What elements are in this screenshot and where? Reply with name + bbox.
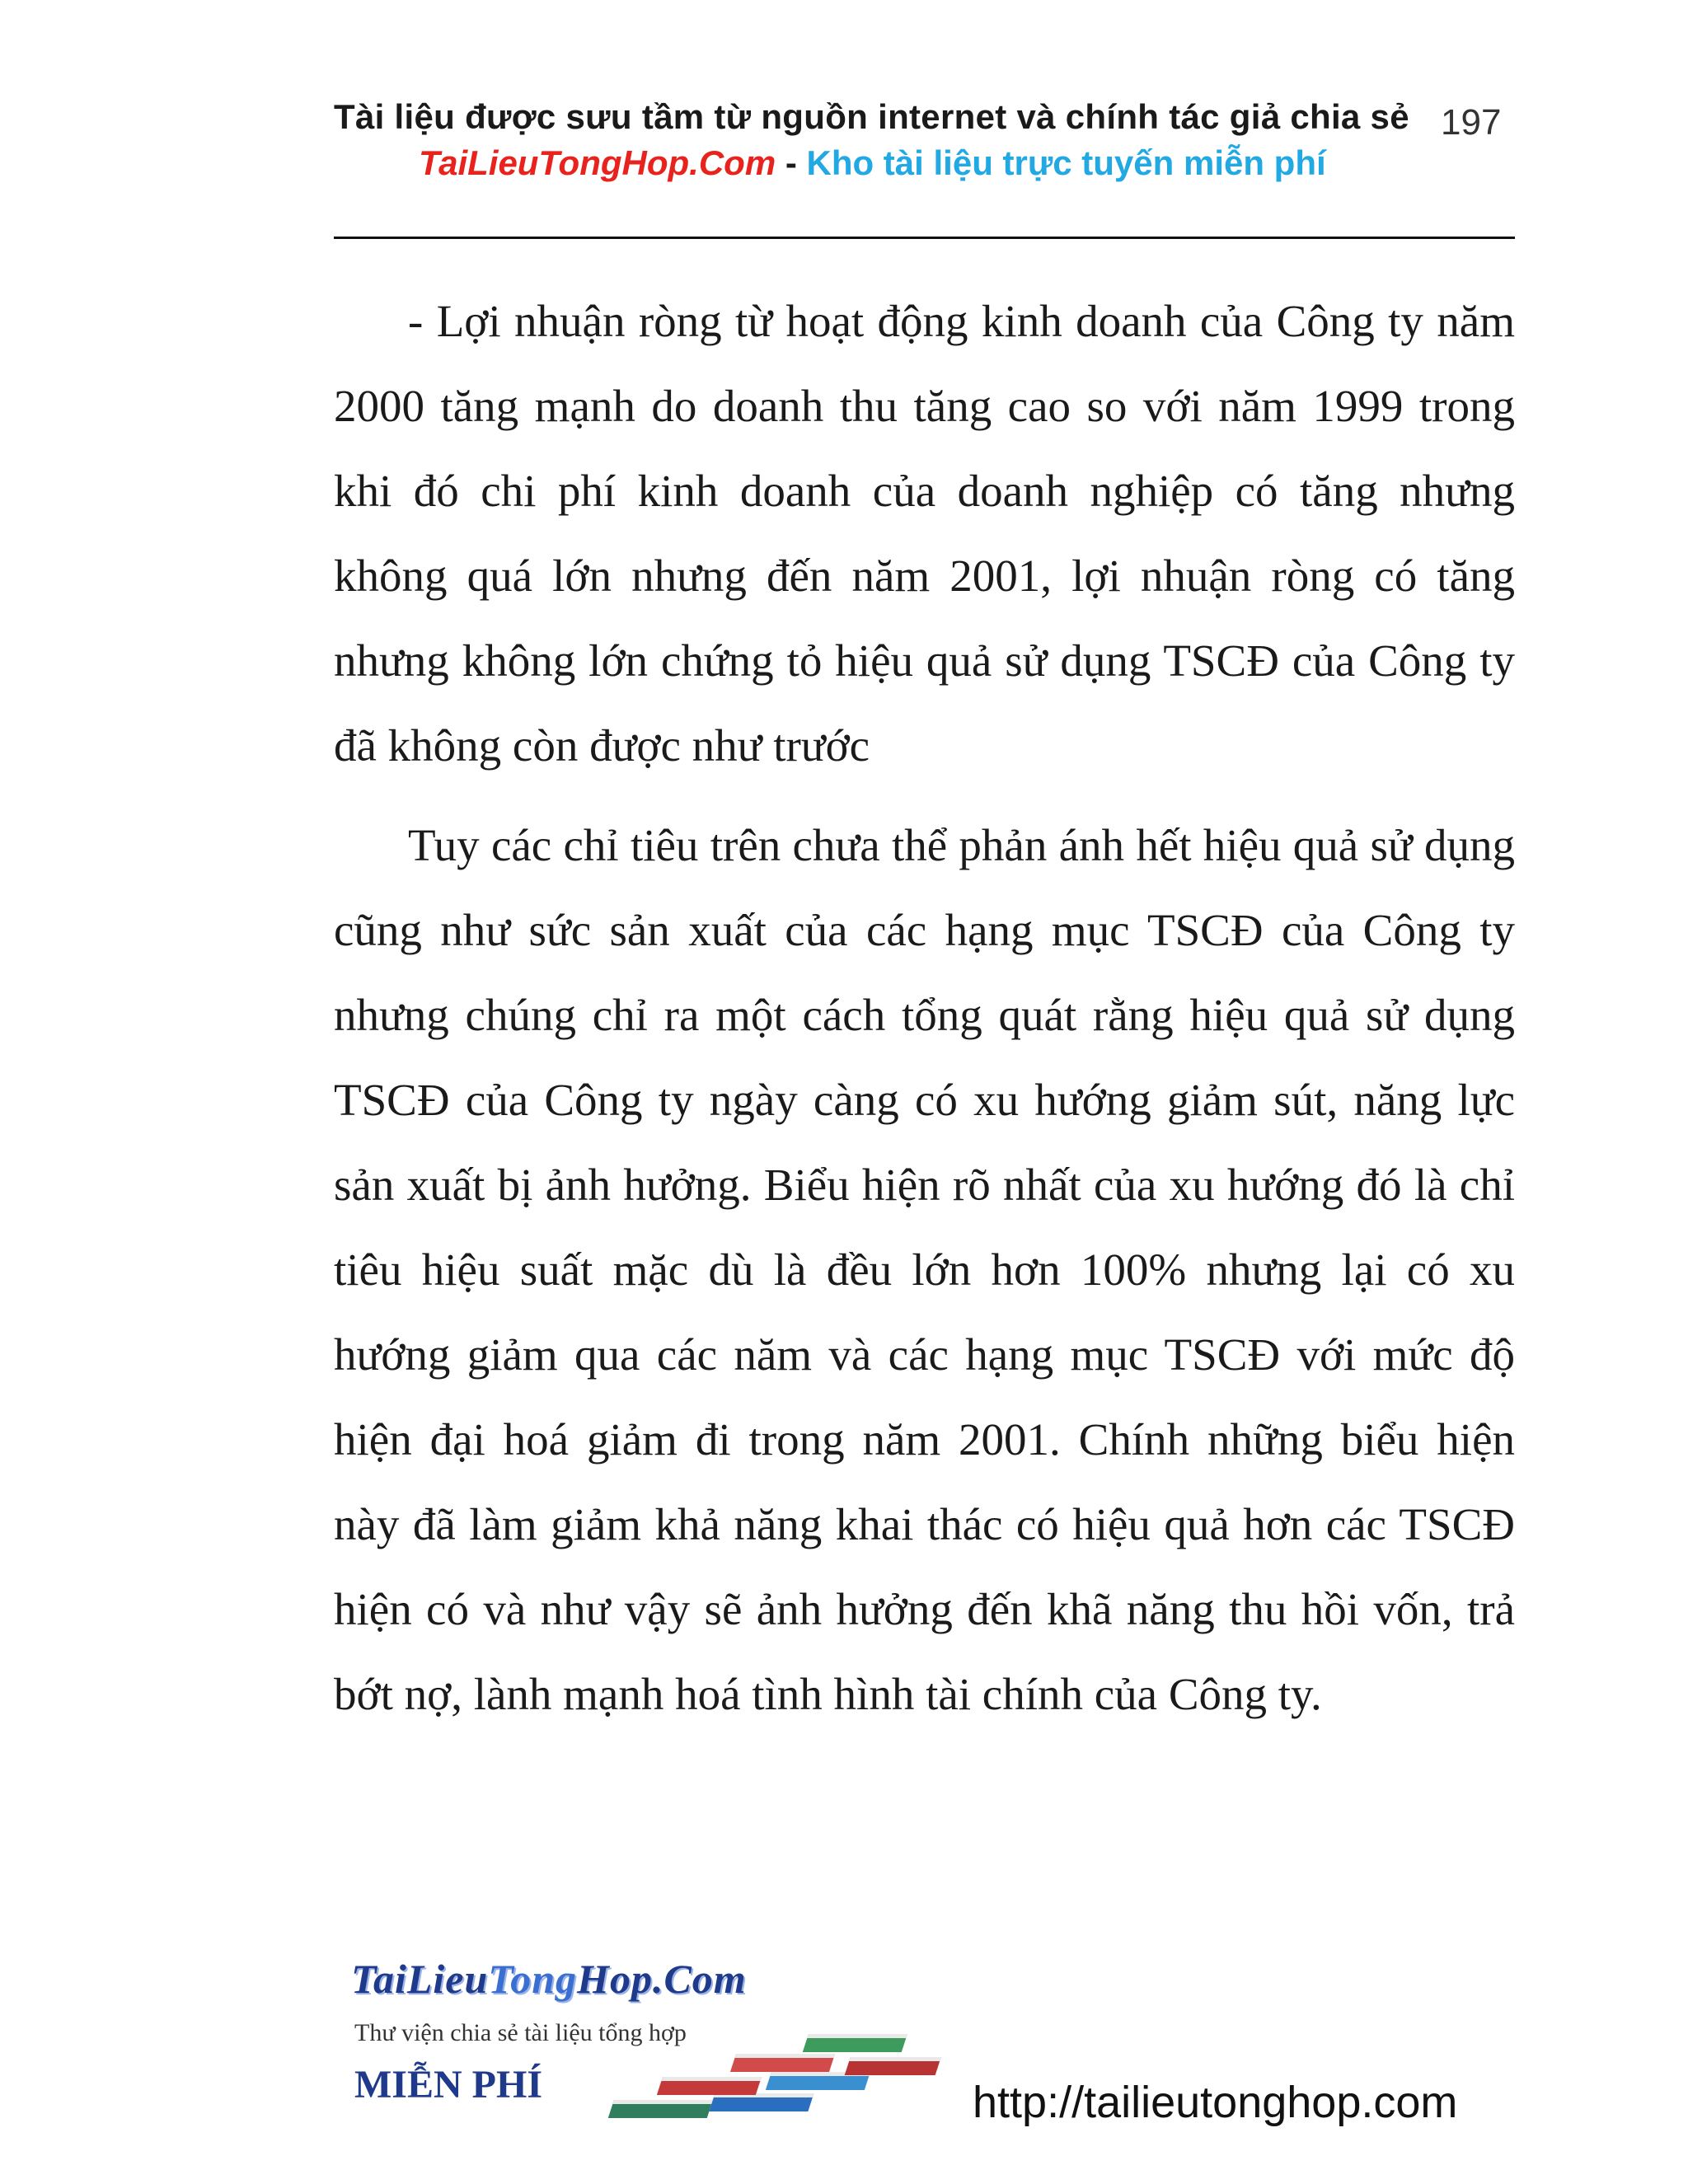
footer-logo[interactable] [346,1953,973,2135]
header-tagline: Kho tài liệu trực tuyến miễn phí [806,143,1326,182]
footer-url-link[interactable]: http://tailieutonghop.com [973,2078,1458,2127]
logo-title-part2: Tong [488,1956,578,2002]
body-paragraph-2: Tuy các chỉ tiêu trên chưa thể phản ánh hết hiệu quả sử dụng cũng như sức sản xuất của các hạng mục TSCĐ của Công ty nhưng chúng chỉ ra một cách tổng quát rằng hiệu quả sử dụng TSCĐ của Công ty ngày càng có xu hướng giảm sút, năng lực sản xuất bị ảnh hưởng. Biểu hiện rõ nhất của xu hướng đó là chỉ tiêu hiệu suất mặc dù là đều lớn hơn 100% nhưng lại có xu hướng giảm qua các năm và các hạng mục TSCĐ với mức độ hiện đại hoá giảm đi trong năm 2001. Chính những biểu hiện này đã làm giảm khả năng khai thác có hiệu quả hơn các TSCĐ hiện có và như vậy sẽ ảnh hưởng đến khã năng thu hồi vốn, trả bớt nợ, lành mạnh hoá tình hình tài chính của Công ty. [334,820,1515,1719]
books-icon [593,2011,956,2135]
body-paragraph-1: - Lợi nhuận ròng từ hoạt động kinh doanh của Công ty năm 2000 tăng mạnh do doanh thu tăng cao so với năm 1999 trong khi đó chi phí kinh doanh của doanh nghiệp có tăng nhưng không quá lớn nhưng đến năm 2001, lợi nhuận ròng có tăng nhưng không lớn chứng tỏ hiệu quả sử dụng TSCĐ của Công ty đã không còn được như trước [334,296,1515,771]
header-divider [334,237,1515,239]
header-site-link[interactable]: TaiLieuTongHop.Com [419,143,776,182]
logo-subtitle: Thư viện chia sẻ tài liệu tổng hợp [354,2019,687,2046]
header-source-note: Tài liệu được sưu tầm từ nguồn internet và chính tác giả chia sẻ [334,97,1409,136]
logo-title-part1: TaiLieu [351,1956,489,2002]
header-separator: - [776,143,807,182]
logo-title-part3: Hop.Com [577,1956,747,2002]
page-number: 197 [1441,102,1502,143]
body-paragraph-2-block [334,803,1515,1736]
logo-title [351,1955,747,2003]
body-paragraph-1-block [334,279,1515,788]
header-site-line [419,143,1326,183]
logo-free-text: MIỄN PHÍ [354,2063,542,2107]
